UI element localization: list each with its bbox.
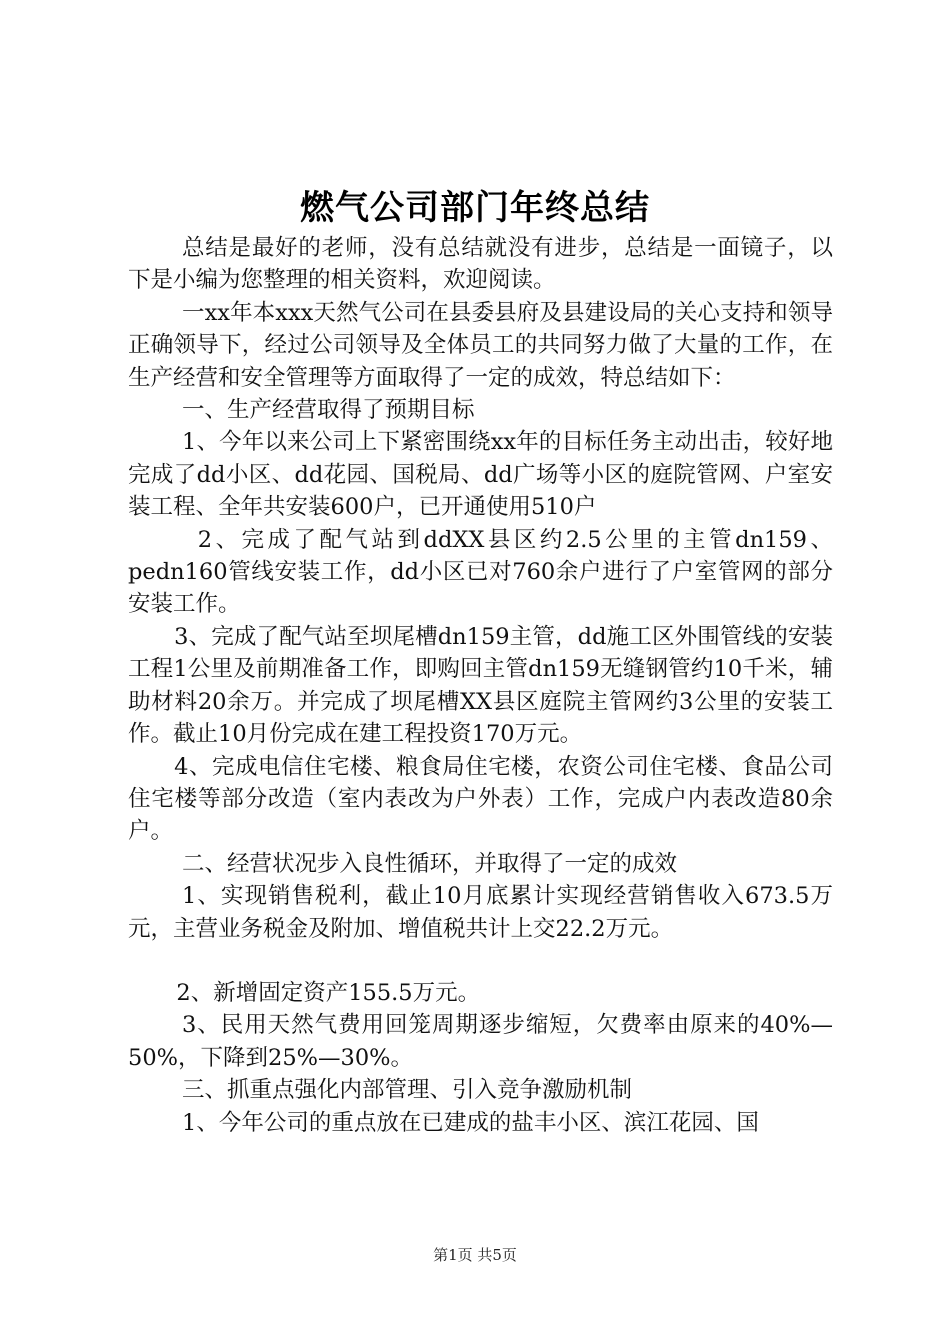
paragraph-item-1-1: 1、今年以来公司上下紧密围绕xx年的目标任务主动出击，较好地完成了dd小区、dd花园、国税局、dd广场等小区的庭院管网、户室安装工程、全年共安装600户，已开通使用510户 xyxy=(128,429,833,521)
section-heading-3: 三、抓重点强化内部管理、引入竞争激励机制 xyxy=(182,1077,633,1104)
paragraph-item-1-4: 4、完成电信住宅楼、粮食局住宅楼，农资公司住宅楼、食品公司住宅楼等部分改造（室内表改为户外表）工作，完成户内表改造80余户。 xyxy=(128,753,833,845)
paragraph-overview: 一xx年本xxx天然气公司在县委县府及县建设局的关心支持和领导正确领导下，经过公司领导及全体员工的共同努力做了大量的工作，在生产经营和安全管理等方面取得了一定的成效，特总结如下： xyxy=(128,299,833,391)
section-heading-1: 一、生产经营取得了预期目标 xyxy=(182,397,475,424)
paragraph-item-3-1: 1、今年公司的重点放在已建成的盐丰小区、滨江花园、国 xyxy=(182,1109,759,1136)
document-title: 燃气公司部门年终总结 xyxy=(300,188,650,228)
paragraph-gap xyxy=(128,945,833,977)
paragraph-item-2-2: 2、新增固定资产155.5万元。 xyxy=(176,979,481,1006)
paragraph-item-2-1: 1、实现销售税利，截止10月底累计实现经营销售收入673.5万元，主营业务税金及附加、增值税共计上交22.2万元。 xyxy=(128,883,833,942)
section-heading-2: 二、经营状况步入良性循环，并取得了一定的成效 xyxy=(182,850,678,877)
paragraph-item-2-3: 3、民用天然气费用回笼周期逐步缩短，欠费率由原来的40%—50%，下降到25%—30%。 xyxy=(128,1012,833,1071)
document-body xyxy=(128,232,833,1139)
paragraph-item-1-3: 3、完成了配气站至坝尾槽dn159主管，dd施工区外围管线的安装工程1公里及前期准备工作，即购回主管dn159无缝钢管约10千米，辅助材料20余万。并完成了坝尾槽XX县区庭院主管网约3公里的安装工作。截止10月份完成在建工程投资170万元。 xyxy=(128,623,833,748)
paragraph-intro: 总结是最好的老师，没有总结就没有进步，总结是一面镜子，以下是小编为您整理的相关资料，欢迎阅读。 xyxy=(128,235,833,294)
page-footer: 第1页 共5页 xyxy=(433,1246,517,1264)
paragraph-item-1-2: 2、完成了配气站到ddXX县区约2.5公里的主管dn159、pedn160管线安装工作，dd小区已对760余户进行了户室管网的部分安装工作。 xyxy=(128,526,833,618)
